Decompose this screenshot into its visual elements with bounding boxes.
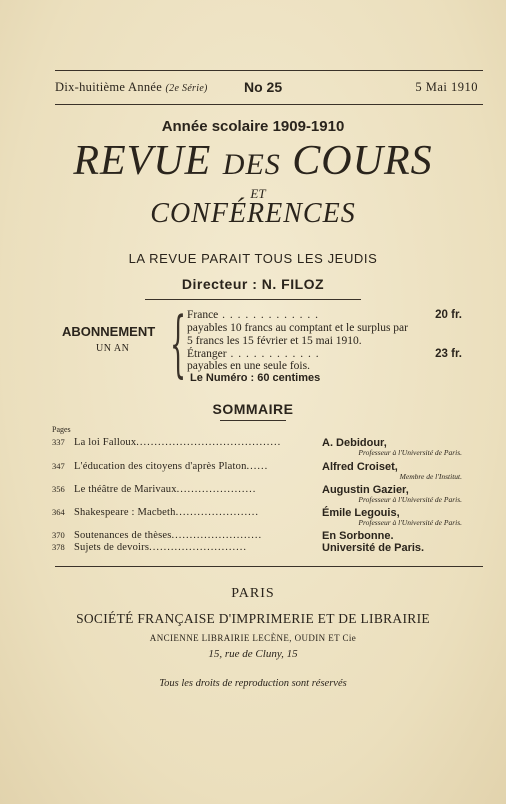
title-des: DES [222,148,281,181]
toc-title: L'éducation des citoyens d'après Platon [74,461,247,472]
toc-page: 347 [52,461,65,471]
annee-scolaire: Année scolaire 1909-1910 [161,118,345,135]
dot-leader: ......................... [171,530,263,541]
toc-row [52,542,462,553]
toc-page: 378 [52,542,65,552]
brace-icon: { [170,301,187,385]
toc-author: Université de Paris. [322,542,425,554]
abonnement-payables-3: payables en une seule fois. [187,360,310,372]
title-conferences: CONFÉRENCES [150,198,356,229]
footer-droits: Tous les droits de reproduction sont réservés [159,678,347,689]
toc-title: Soutenances de thèses [74,530,172,541]
toc-row [52,461,462,481]
abonnement-label: ABONNEMENT [62,324,156,339]
toc-author: Augustin Gazier, [322,484,409,496]
toc-affiliation: Membre de l'Institut. [399,472,462,481]
title-line-1 [0,138,506,188]
toc-affiliation: Professeur à l'Université de Paris. [358,448,462,457]
abonnement-payables-2: 5 francs les 15 février et 15 mai 1910. [187,335,362,347]
toc-title: Sujets de devoirs [74,542,150,553]
header-annee [55,80,208,95]
dot-leader: ...................... [176,484,257,495]
abonnement-france [187,309,462,322]
title-et: ET [250,186,266,201]
dot-leader: . . . . . . . . . . . . [226,348,320,360]
header-numero: No 25 [244,79,283,95]
title-revue: REVUE [73,138,212,184]
toc-affiliation: Professeur à l'Université de Paris. [358,518,462,527]
toc-row [52,484,462,504]
toc-affiliation: Professeur à l'Université de Paris. [358,495,462,504]
dot-leader: ........................................ [136,437,282,448]
toc-title: Le théâtre de Marivaux [74,484,177,495]
numero-price: Le Numéro : 60 centimes [190,372,321,384]
directeur-line: Directeur : N. FILOZ [181,276,325,292]
toc-author: En Sorbonne. [322,530,394,542]
toc-page: 364 [52,507,65,517]
etranger-price: 23 fr. [435,348,462,360]
toc-row [52,530,462,541]
toc-author: Émile Legouis, [322,507,400,519]
footer-top-rule [55,566,483,567]
dot-leader: ........................... [149,542,248,553]
directeur-rule [145,299,361,300]
france-label: France [187,309,219,321]
title-cours: COURS [292,138,433,184]
toc-row [52,507,462,527]
etranger-label: Étranger [187,348,227,360]
header-serie: (2e Série) [165,83,208,94]
toc-title: La loi Falloux [74,437,137,448]
abonnement-payables-1: payables 10 francs au comptant et le surplus par [187,322,408,334]
header-annee-text: Dix-huitième Année [55,80,163,94]
toc-author: A. Debidour, [322,437,387,449]
footer-ancienne: ANCIENNE LIBRAIRIE LECÈNE, OUDIN ET Cie [149,633,357,643]
header-bottom-rule [55,104,483,105]
dot-leader: . . . . . . . . . . . . . [218,309,320,321]
sommaire-heading: SOMMAIRE [212,401,294,417]
dot-leader: ....................... [175,507,259,518]
abonnement-sub: UN AN [96,343,130,354]
footer-societe: SOCIÉTÉ FRANÇAISE D'IMPRIMERIE ET DE LIBRAIRIE [76,611,430,626]
toc-row [52,437,462,457]
sommaire-rule [220,420,286,421]
toc-author: Alfred Croiset, [322,461,398,473]
toc-title: Shakespeare : Macbeth [74,507,176,518]
top-rule [55,70,483,71]
header-date: 5 Mai 1910 [415,80,478,94]
france-price: 20 fr. [435,309,462,321]
toc-page: 337 [52,437,65,447]
dot-leader: ...... [246,461,269,472]
toc-page: 356 [52,484,65,494]
footer-rue: 15, rue de Cluny, 15 [208,648,298,660]
pages-label: Pages [52,425,71,434]
parait-line: LA REVUE PARAIT TOUS LES JEUDIS [128,251,378,266]
footer-paris: PARIS [231,586,275,601]
toc-page: 370 [52,530,65,540]
